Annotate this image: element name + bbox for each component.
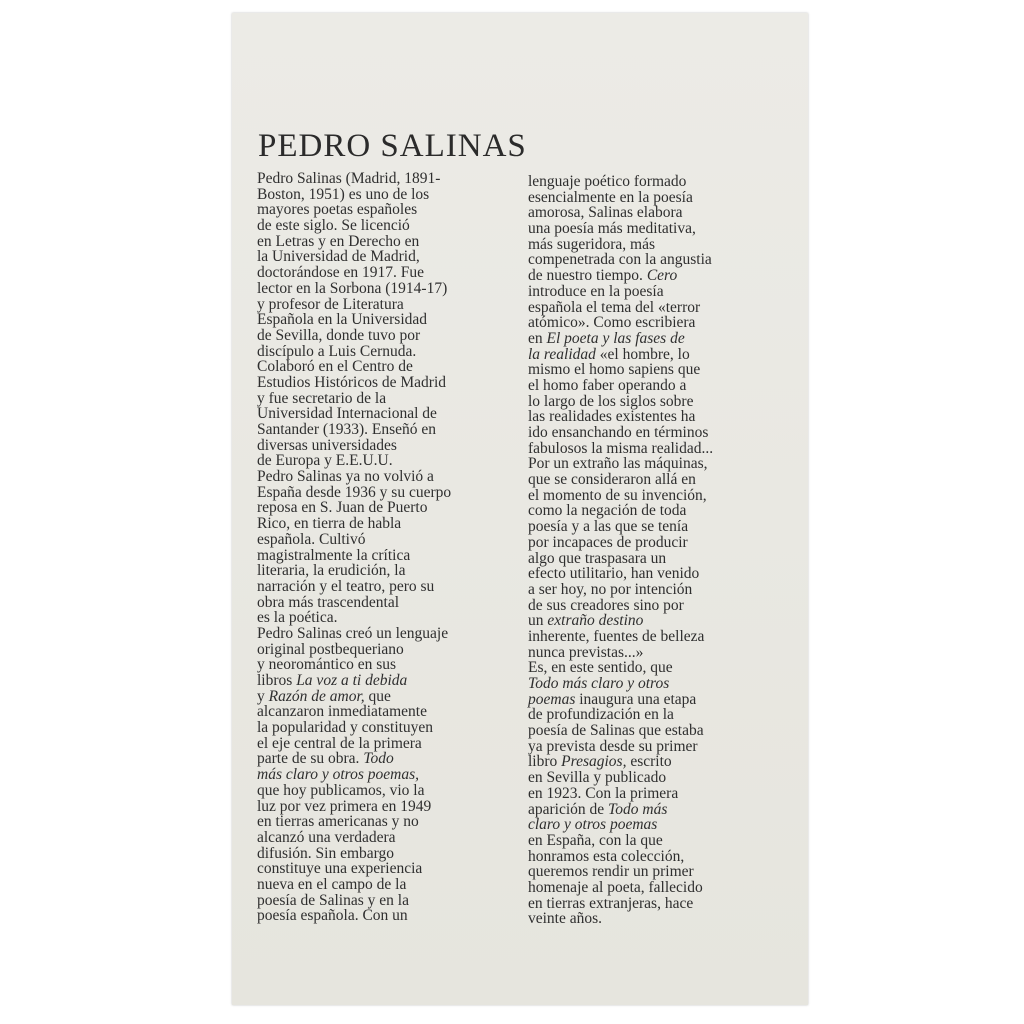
text-segment: aparición de [528,800,609,818]
text-segment: original postbequeriano [257,640,404,658]
text-line [528,503,790,519]
text-segment: inherente, fuentes de belleza [528,627,705,645]
text-line [257,799,517,815]
text-line [257,359,517,375]
text-segment: alcanzaron inmediatamente [257,703,427,721]
text-line [528,864,790,880]
text-segment: Es, en este sentido, que [528,659,673,677]
text-line [257,783,517,799]
text-line [257,281,517,297]
text-segment: que [364,687,391,705]
text-line [528,519,790,535]
text-line [528,268,790,284]
text-line [528,394,790,410]
text-segment: Pedro Salinas (Madrid, 1891- [257,170,441,187]
text-segment: Pedro Salinas ya no volvió a [257,468,434,486]
text-segment: inaugura una etapa [575,690,697,708]
text-segment: honramos esta colección, [528,847,685,865]
text-segment: introduce en la poesía [528,282,664,300]
text-italic-segment: extraño destino [547,612,644,630]
text-line [528,754,790,770]
text-line [257,877,517,893]
text-segment: Santander (1933). Enseñó en [257,421,437,438]
text-segment: en 1923. Con la primera [528,784,679,802]
text-line [257,626,517,642]
text-line [257,500,517,516]
text-segment: en tierras americanas y no [257,813,419,831]
text-line [257,563,517,579]
text-line [257,704,517,720]
text-segment: el eje central de la primera [257,734,422,752]
text-line [528,802,790,818]
text-line [257,438,517,454]
text-line [257,579,517,595]
text-line [528,362,790,378]
text-segment: homenaje al poeta, fallecido [528,878,703,896]
text-line [257,234,517,250]
text-segment: amorosa, Salinas elabora [528,204,683,222]
text-line [257,422,517,438]
text-segment: en España, con la que [528,831,663,849]
text-segment: el momento de su invención, [528,486,707,504]
text-italic-segment: Todo más [608,800,668,818]
text-line [257,453,517,469]
text-line [528,237,790,253]
text-segment: Rico, en tierra de habla [257,515,402,533]
text-segment: algo que traspasara un [528,549,667,567]
text-italic-segment: la realidad [528,345,596,363]
text-line [257,344,517,360]
text-line [528,425,790,441]
text-line [257,595,517,611]
text-segment: es la poética. [257,609,338,627]
text-line [257,673,517,689]
text-segment: y [257,687,269,705]
text-line [528,378,790,394]
text-column-left [257,171,517,924]
text-segment: la popularidad y constituyen [257,719,434,737]
text-line [528,331,790,347]
text-segment: la Universidad de Madrid, [257,248,420,266]
text-segment: libros [257,672,297,689]
text-segment: nunca previstas...» [528,643,644,661]
text-segment: las realidades existentes ha [528,408,696,426]
text-line [257,610,517,626]
text-segment: y fue secretario de la [257,389,387,407]
text-italic-segment: Cero [646,267,678,285]
text-line [528,284,790,300]
text-segment: nueva en el campo de la [257,875,407,893]
text-italic-segment: El poeta y las fases de [546,329,685,347]
text-line [257,767,517,783]
text-segment: Colaboró en el Centro de [257,358,413,376]
text-segment: diversas universidades [257,436,397,454]
page-title: PEDRO SALINAS [258,128,527,164]
text-line [528,221,790,237]
text-segment: Por un extraño las máquinas, [528,455,708,473]
text-segment: que hoy publicamos, vio la [257,781,425,799]
text-segment: ido ensanchando en términos [528,424,709,441]
text-italic-segment: Todo más claro y otros [528,675,670,692]
text-segment: en [528,329,547,347]
text-line [257,532,517,548]
text-line [257,642,517,658]
text-segment: española el tema del «terror [528,298,701,316]
text-segment: que se consideraron allá en [528,471,696,489]
text-segment: queremos rendir un primer [528,863,694,881]
text-segment: en tierras extranjeras, hace [528,894,694,912]
text-segment: discípulo a Luis Cernuda. [257,342,417,360]
text-segment: obra más trascendental [257,593,400,611]
text-line [528,613,790,629]
text-line [528,896,790,912]
text-line [528,566,790,582]
text-line [257,406,517,422]
text-line [528,707,790,723]
text-line [528,660,790,676]
text-segment: parte de su obra. [257,750,364,768]
text-line [528,535,790,551]
text-line [528,817,790,833]
text-segment: difusión. Sin embargo [257,844,395,862]
text-segment: libro [528,753,562,771]
text-line [528,582,790,598]
text-line [257,720,517,736]
text-segment: ya prevista desde su primer [528,737,698,755]
text-segment: de este siglo. Se licenció [257,217,410,235]
text-line [257,548,517,564]
text-segment: y neoromántico en sus [257,656,397,674]
text-italic-segment: poemas [528,690,576,708]
text-italic-segment: La voz a ti debida [296,672,408,689]
text-line [257,657,517,673]
text-line [257,218,517,234]
text-italic-segment: más claro y otros poemas, [257,766,420,784]
text-segment: como la negación de toda [528,502,687,520]
text-line [528,770,790,786]
text-segment: esencialmente en la poesía [528,188,693,206]
text-line [528,456,790,472]
text-segment: de sus creadores sino por [528,596,684,614]
text-segment: por incapaces de producir [528,533,688,551]
text-segment: luz por vez primera en 1949 [257,797,432,815]
text-line [257,830,517,846]
text-line [528,849,790,865]
text-line [528,315,790,331]
text-segment: un [528,612,548,630]
text-line [257,312,517,328]
text-line [528,472,790,488]
text-line [257,249,517,265]
text-segment: «el hombre, lo [595,345,690,363]
text-line [528,300,790,316]
text-line [257,391,517,407]
text-segment: poesía y a las que se tenía [528,518,689,536]
text-segment: alcanzó una verdadera [257,828,396,846]
text-segment: poesía de Salinas y en la [257,891,409,909]
text-segment: poesía de Salinas que estaba [528,722,704,740]
text-line [257,265,517,281]
text-segment: a ser hoy, no por intención [528,580,693,598]
text-line [257,375,517,391]
text-line [528,347,790,363]
text-segment: Estudios Históricos de Madrid [257,373,446,391]
text-line [528,833,790,849]
text-line [528,598,790,614]
text-line [257,814,517,830]
text-segment: narración y el teatro, pero su [257,577,435,595]
text-line [528,676,790,692]
text-line [257,297,517,313]
text-line [528,174,790,190]
text-line [528,551,790,567]
text-line [528,629,790,645]
text-line [528,441,790,457]
text-segment: en Letras y en Derecho en [257,232,420,250]
text-segment: de Europa y E.E.U.U. [257,452,393,470]
text-segment: atómico». Como escribiera [528,314,696,332]
text-line [528,723,790,739]
text-segment: doctorándose en 1917. Fue [257,264,425,282]
text-line [257,469,517,485]
text-segment: una poesía más meditativa, [528,220,696,238]
text-column-right [528,174,790,927]
book-back-cover [232,13,808,1005]
text-segment: veinte años. [528,910,603,928]
text-line [528,205,790,221]
text-line [257,485,517,501]
text-segment: Pedro Salinas creó un lenguaje [257,624,449,642]
text-segment: mayores poetas españoles [257,201,418,219]
text-italic-segment: claro y otros poemas [528,816,658,834]
text-line [257,689,517,705]
text-line [257,187,517,203]
text-line [528,739,790,755]
text-segment: literaria, la erudición, la [257,562,406,580]
text-segment: más sugeridora, más [528,235,655,253]
text-segment: de nuestro tiempo. [528,267,647,285]
text-segment: lo largo de los siglos sobre [528,392,694,410]
text-line [257,861,517,877]
text-segment: magistralmente la crítica [257,546,411,564]
text-segment: en Sevilla y publicado [528,769,667,787]
text-line [257,893,517,909]
text-segment: lenguaje poético formado [528,173,687,190]
text-line [257,908,517,924]
text-line [257,328,517,344]
text-segment: y profesor de Literatura [257,295,404,313]
text-segment: Española en la Universidad [257,311,428,329]
text-line [528,692,790,708]
text-line [528,911,790,927]
text-line [528,645,790,661]
text-segment: lector en la Sorbona (1914-17) [257,279,448,297]
text-line [528,190,790,206]
text-segment: Boston, 1951) es uno de los [257,185,430,203]
text-line [257,202,517,218]
text-segment: poesía española. Con un [257,907,408,925]
text-line [528,786,790,802]
text-segment: España desde 1936 y su cuerpo [257,483,452,501]
text-italic-segment: Presagios, [561,753,627,771]
text-segment: fabulosos la misma realidad... [528,439,714,457]
text-segment: de Sevilla, donde tuvo por [257,326,421,344]
text-segment: escrito [626,753,672,771]
text-segment: el homo faber operando a [528,376,687,394]
text-segment: compenetrada con la angustia [528,251,712,269]
text-italic-segment: Razón de amor, [268,687,365,705]
text-line [528,880,790,896]
text-line [257,516,517,532]
text-line [528,488,790,504]
text-segment: española. Cultivó [257,530,366,548]
text-segment: reposa en S. Juan de Puerto [257,499,428,517]
text-line [257,171,517,187]
text-italic-segment: Todo [363,750,394,768]
text-line [257,751,517,767]
text-segment: de profundización en la [528,706,674,724]
text-line [528,252,790,268]
text-segment: efecto utilitario, han venido [528,565,700,583]
text-segment: Universidad Internacional de [257,405,437,423]
text-line [257,736,517,752]
text-line [257,846,517,862]
text-line [528,409,790,425]
text-segment: constituye una experiencia [257,860,423,878]
text-segment: mismo el homo sapiens que [528,361,701,379]
